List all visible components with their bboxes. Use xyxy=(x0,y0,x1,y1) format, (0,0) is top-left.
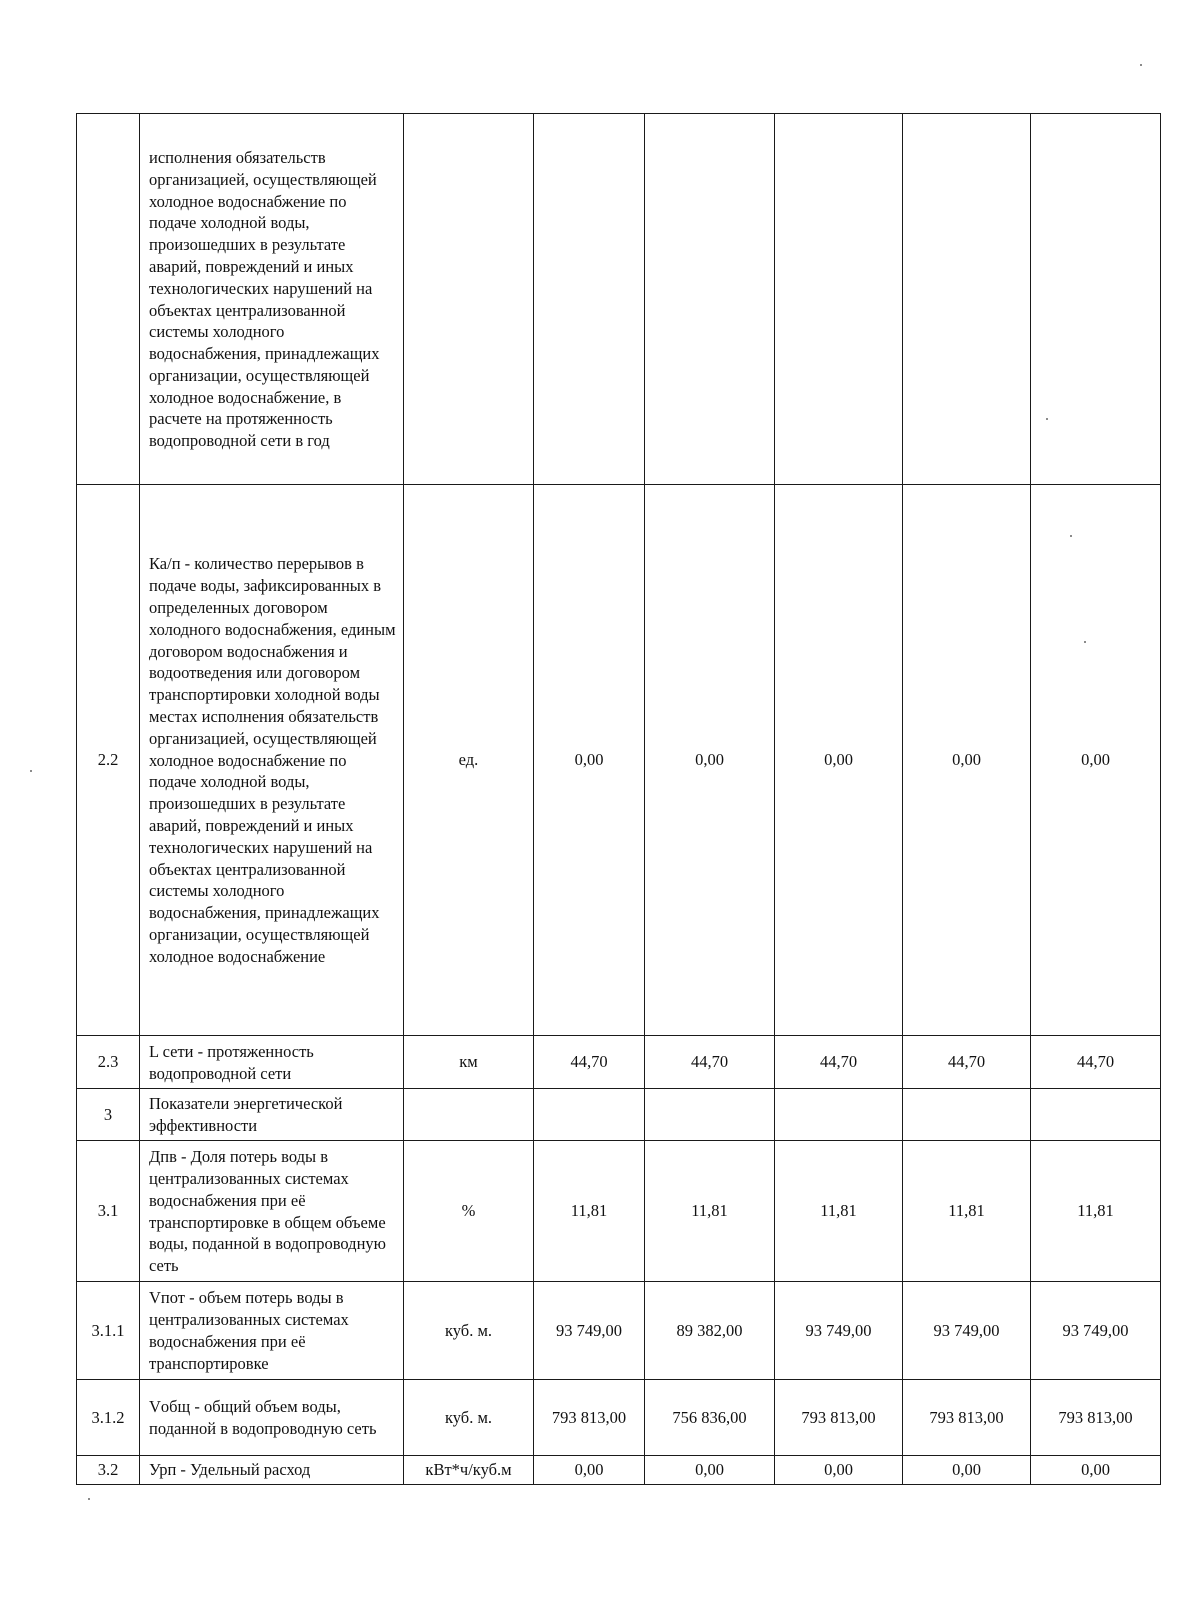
row-description: Vпот - объем потерь воды в централизованных системах водоснабжения при её транспортировке xyxy=(140,1282,404,1380)
row-value-3: 93 749,00 xyxy=(775,1282,903,1380)
table-row xyxy=(77,1456,1161,1485)
row-value-1: 93 749,00 xyxy=(534,1282,645,1380)
table-row xyxy=(77,114,1161,485)
row-value-1 xyxy=(534,114,645,485)
table-row xyxy=(77,1089,1161,1141)
row-value-2: 44,70 xyxy=(645,1036,775,1089)
row-value-3: 11,81 xyxy=(775,1141,903,1282)
row-value-1: 0,00 xyxy=(534,485,645,1036)
table-row xyxy=(77,1141,1161,1282)
row-unit: куб. м. xyxy=(404,1282,534,1380)
table-row xyxy=(77,485,1161,1036)
row-description: исполнения обязательств организацией, осуществляющей холодное водоснабжение по подаче холодной воды, произошедших в результате аварий, повреждений и иных технологических нарушений на объектах централизованной системы холодного водоснабжения, принадлежащих организации, осуществляющей холодное водоснабжение, в расчете на протяженность водопроводной сети в год xyxy=(140,114,404,485)
indicators-table xyxy=(76,113,1161,1485)
row-value-5: 0,00 xyxy=(1031,1456,1161,1485)
row-value-2: 0,00 xyxy=(645,1456,775,1485)
row-unit: км xyxy=(404,1036,534,1089)
row-value-5: 0,00 xyxy=(1031,485,1161,1036)
scan-speck xyxy=(1084,641,1086,643)
row-unit: % xyxy=(404,1141,534,1282)
row-value-3: 793 813,00 xyxy=(775,1380,903,1456)
row-value-2: 89 382,00 xyxy=(645,1282,775,1380)
row-value-2 xyxy=(645,1089,775,1141)
row-value-5: 44,70 xyxy=(1031,1036,1161,1089)
row-value-3 xyxy=(775,1089,903,1141)
row-value-1 xyxy=(534,1089,645,1141)
row-value-5 xyxy=(1031,114,1161,485)
scan-speck xyxy=(1046,418,1048,420)
row-value-1: 0,00 xyxy=(534,1456,645,1485)
row-description: Урп - Удельный расход xyxy=(140,1456,404,1485)
row-number: 3.1.2 xyxy=(77,1380,140,1456)
table-row xyxy=(77,1282,1161,1380)
row-value-4: 93 749,00 xyxy=(903,1282,1031,1380)
row-value-1: 44,70 xyxy=(534,1036,645,1089)
row-description: Ка/п - количество перерывов в подаче воды, зафиксированных в определенных договором холодного водоснабжения, единым договором водоснабжения и водоотведения или договором транспортировки холодной воды местах исполнения обязательств организацией, осуществляющей холодное водоснабжение по подаче холодной воды, произошедших в результате аварий, повреждений и иных технологических нарушений на объектах централизованной системы холодного водоснабжения, принадлежащих организации, осуществляющей холодное водоснабжение xyxy=(140,485,404,1036)
row-value-1: 793 813,00 xyxy=(534,1380,645,1456)
row-value-3: 0,00 xyxy=(775,485,903,1036)
row-value-4: 11,81 xyxy=(903,1141,1031,1282)
row-value-5 xyxy=(1031,1089,1161,1141)
row-value-4: 44,70 xyxy=(903,1036,1031,1089)
row-value-4 xyxy=(903,114,1031,485)
scan-speck xyxy=(1070,535,1072,537)
row-value-4: 793 813,00 xyxy=(903,1380,1031,1456)
row-number xyxy=(77,114,140,485)
row-value-3: 44,70 xyxy=(775,1036,903,1089)
row-value-1: 11,81 xyxy=(534,1141,645,1282)
table-row xyxy=(77,1036,1161,1089)
row-value-5: 11,81 xyxy=(1031,1141,1161,1282)
scan-speck xyxy=(30,770,32,772)
row-value-4 xyxy=(903,1089,1031,1141)
row-unit: ед. xyxy=(404,485,534,1036)
row-description: L сети - протяженность водопроводной сети xyxy=(140,1036,404,1089)
row-value-5: 93 749,00 xyxy=(1031,1282,1161,1380)
row-number: 2.2 xyxy=(77,485,140,1036)
row-unit: кВт*ч/куб.м xyxy=(404,1456,534,1485)
row-unit xyxy=(404,1089,534,1141)
row-value-4: 0,00 xyxy=(903,485,1031,1036)
scan-speck xyxy=(1140,64,1142,66)
row-description: Показатели энергетической эффективности xyxy=(140,1089,404,1141)
row-value-2: 11,81 xyxy=(645,1141,775,1282)
scan-speck xyxy=(88,1498,90,1500)
row-number: 3.2 xyxy=(77,1456,140,1485)
row-value-2: 756 836,00 xyxy=(645,1380,775,1456)
row-value-3 xyxy=(775,114,903,485)
row-unit xyxy=(404,114,534,485)
row-number: 3 xyxy=(77,1089,140,1141)
row-value-4: 0,00 xyxy=(903,1456,1031,1485)
row-value-3: 0,00 xyxy=(775,1456,903,1485)
row-number: 3.1 xyxy=(77,1141,140,1282)
row-value-2 xyxy=(645,114,775,485)
row-number: 3.1.1 xyxy=(77,1282,140,1380)
table-row xyxy=(77,1380,1161,1456)
row-unit: куб. м. xyxy=(404,1380,534,1456)
row-description: Дпв - Доля потерь воды в централизованных системах водоснабжения при её транспортировке в общем объеме воды, поданной в водопроводную сеть xyxy=(140,1141,404,1282)
row-value-5: 793 813,00 xyxy=(1031,1380,1161,1456)
row-description: Vобщ - общий объем воды, поданной в водопроводную сеть xyxy=(140,1380,404,1456)
row-value-2: 0,00 xyxy=(645,485,775,1036)
row-number: 2.3 xyxy=(77,1036,140,1089)
